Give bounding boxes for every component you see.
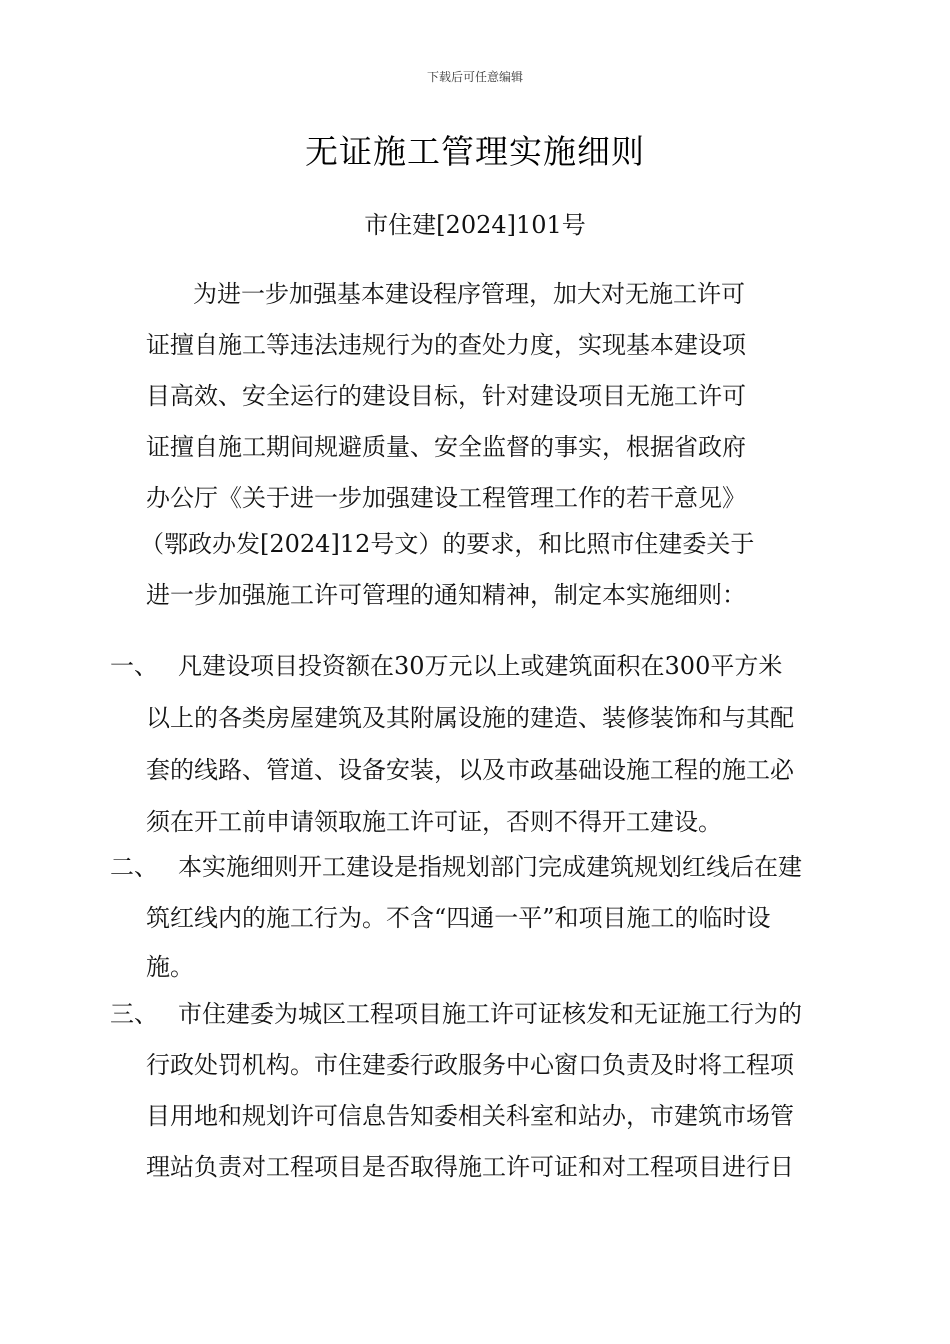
list-item-line: 凡建设项目投资额在30万元以上或建筑面积在300平方米 [178,652,783,680]
list-item-line: 须在开工前申请领取施工许可证，否则不得开工建设。 [146,808,722,836]
list-item-line: 本实施细则开工建设是指规划部门完成建筑规划红线后在建 [178,853,802,881]
intro-line: （鄂政办发[2024]12号文）的要求，和比照市住建委关于 [140,530,755,558]
list-item-marker: 二、 [110,853,158,881]
list-item-line: 筑红线内的施工行为。不含“四通一平”和项目施工的临时设 [146,904,771,932]
intro-line: 证擅自施工期间规避质量、安全监督的事实，根据省政府 [146,433,746,461]
intro-line: 办公厅《关于进一步加强建设工程管理工作的若干意见》 [146,484,746,512]
header-note: 下载后可任意编辑 [426,70,523,84]
list-item-line: 行政处罚机构。市住建委行政服务中心窗口负责及时将工程项 [146,1051,794,1079]
document-title: 无证施工管理实施细则 [305,132,645,171]
intro-line: 进一步加强施工许可管理的通知精神，制定本实施细则： [146,581,746,609]
list-item-line: 套的线路、管道、设备安装，以及市政基础设施工程的施工必 [146,756,794,784]
list-item-line: 目用地和规划许可信息告知委相关科室和站办，市建筑市场管 [146,1102,794,1130]
list-item-line: 理站负责对工程项目是否取得施工许可证和对工程项目进行日 [146,1153,794,1181]
intro-line: 为进一步加强基本建设程序管理，加大对无施工许可 [193,280,745,308]
list-item-line: 以上的各类房屋建筑及其附属设施的建造、装修装饰和与其配 [146,704,794,732]
intro-line: 目高效、安全运行的建设目标，针对建设项目无施工许可 [146,382,746,410]
list-item-line: 市住建委为城区工程项目施工许可证核发和无证施工行为的 [178,1000,802,1028]
list-item-marker: 一、 [110,652,158,680]
document-number: 市住建[2024]101号 [364,211,586,239]
intro-line: 证擅自施工等违法违规行为的查处力度，实现基本建设项 [146,331,746,359]
list-item-line: 施。 [146,953,194,981]
list-item-marker: 三、 [110,1000,158,1028]
